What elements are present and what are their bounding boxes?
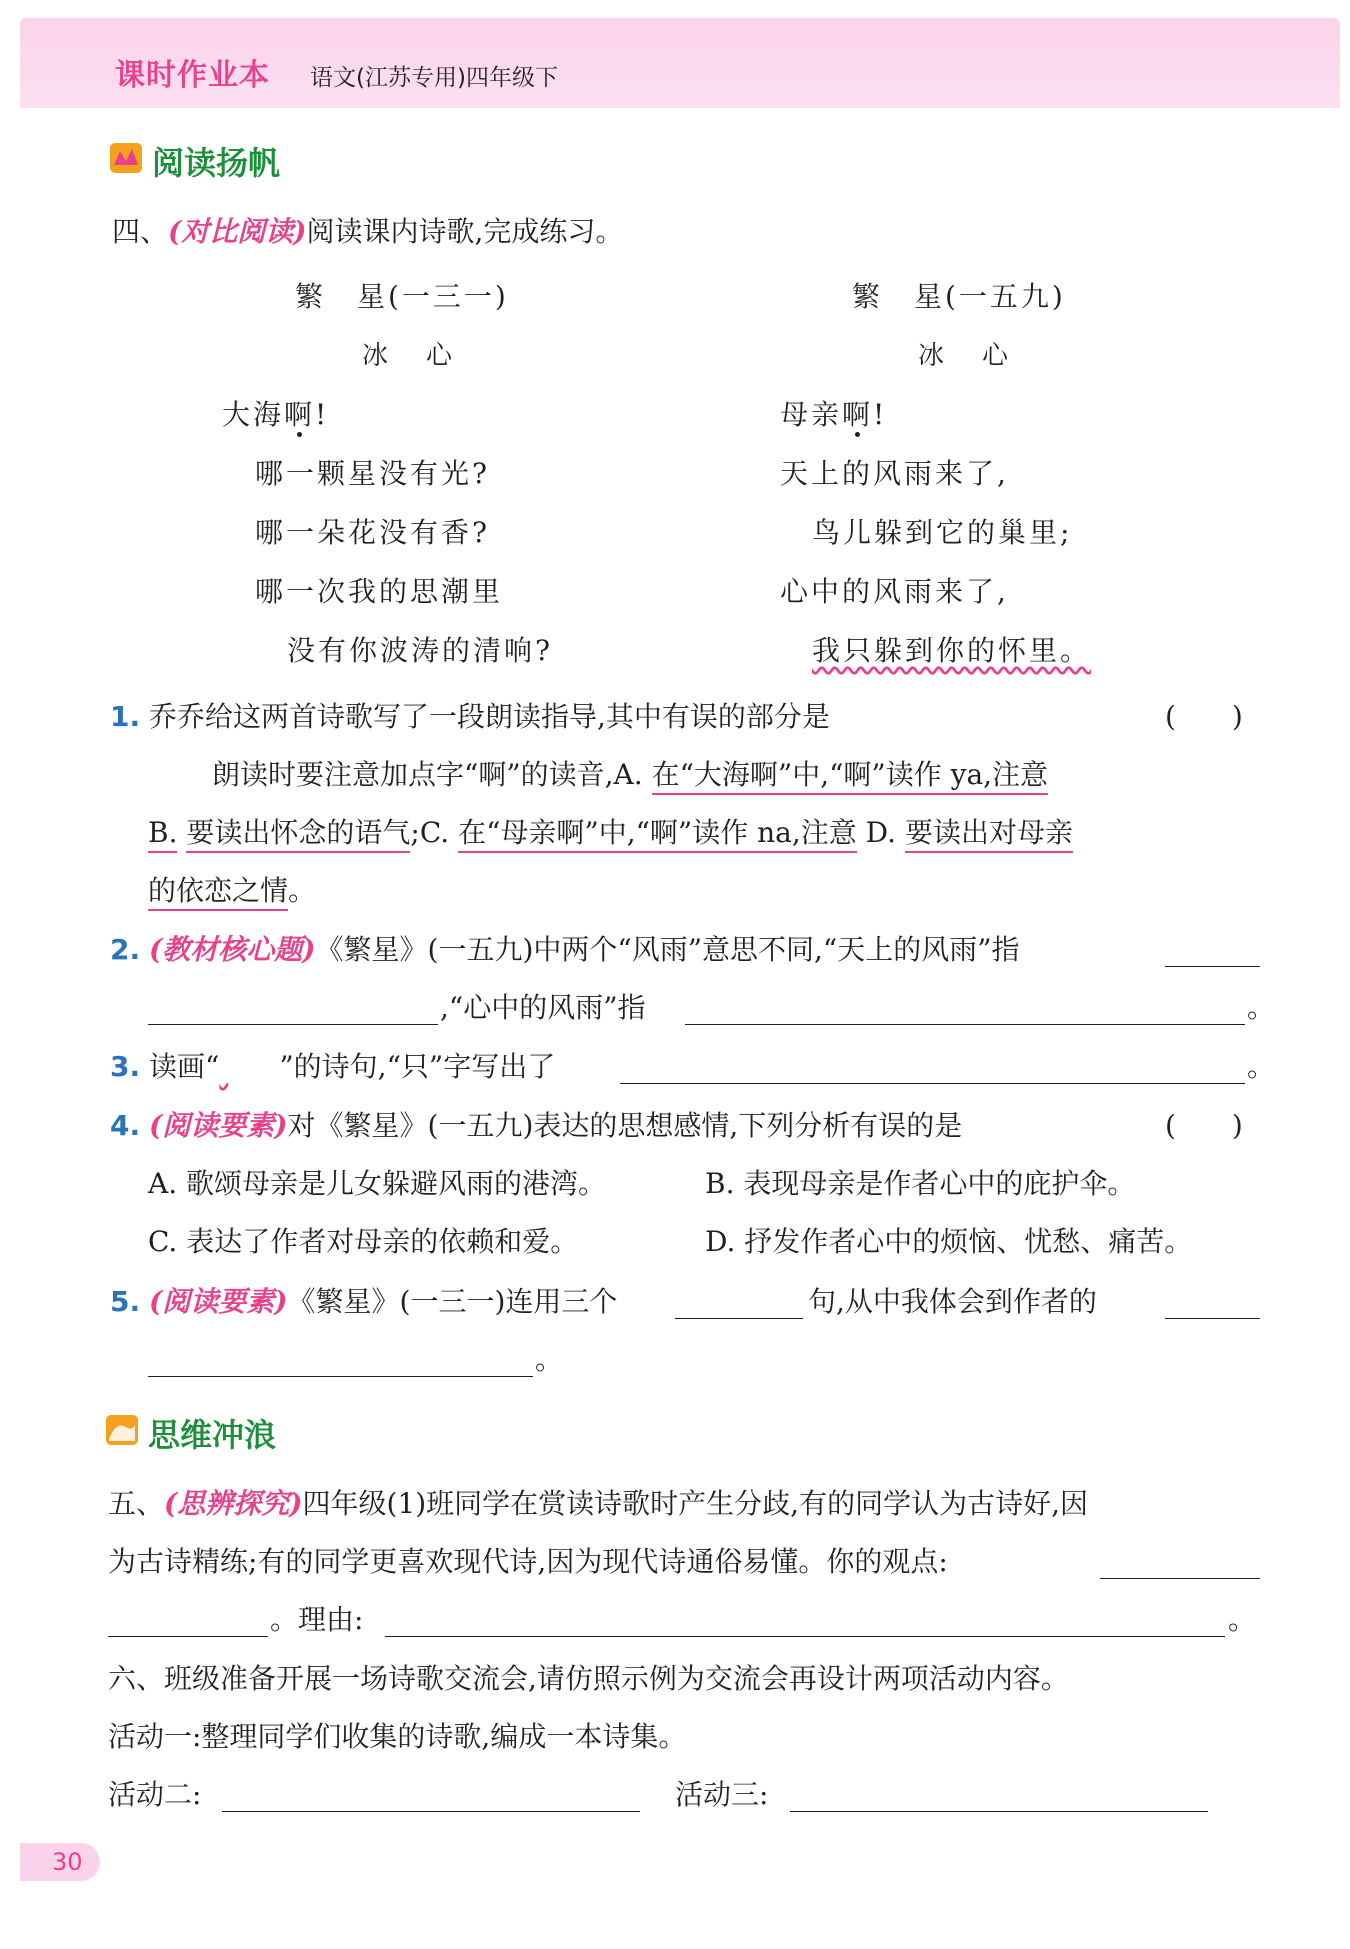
q1-answer-paren[interactable]: ( ) bbox=[1165, 700, 1243, 733]
q2-line1 bbox=[110, 928, 1020, 968]
q2-mid-text: ,“心中的风雨”指 bbox=[440, 991, 646, 1024]
q3-number: 3. bbox=[110, 1050, 141, 1083]
q5-blank-2a[interactable] bbox=[1165, 1288, 1260, 1319]
q2-blank-1a[interactable] bbox=[1165, 936, 1260, 967]
q6main-activity1: 活动一:整理同学们收集的诗歌,编成一本诗集。 bbox=[108, 1720, 687, 1753]
q1-p2c: ;C. bbox=[410, 816, 450, 849]
q3-blank[interactable] bbox=[620, 1053, 1245, 1084]
q1-option-d-underlined: 要读出对母亲 bbox=[905, 816, 1073, 853]
q4-prefix: 四、 bbox=[112, 215, 169, 248]
q5main-end: 。 bbox=[1228, 1603, 1257, 1636]
poem1-line2: 哪一颗星没有光? bbox=[255, 457, 491, 490]
q1-p1a: 朗读时要注意加点字“啊”的读音,A. bbox=[212, 758, 643, 791]
poem1-line1-c: ! bbox=[315, 398, 330, 431]
poem1-dotted-char: 啊 bbox=[284, 398, 316, 431]
wave-icon bbox=[106, 1415, 138, 1445]
q4-tag: (对比阅读) bbox=[168, 215, 307, 248]
q5main-text1: 四年级(1)班同学在赏读诗歌时产生分歧,有的同学认为古诗好,因 bbox=[302, 1487, 1088, 1520]
q2-number: 2. bbox=[110, 933, 141, 966]
q4-option-a[interactable]: A. 歌颂母亲是儿女躲避风雨的港湾。 bbox=[148, 1167, 607, 1200]
q5-tag: (阅读要素) bbox=[149, 1285, 288, 1318]
q1-para-line3 bbox=[148, 869, 316, 909]
poem2-dotted-char: 啊 bbox=[842, 398, 874, 431]
q5main-viewpoint-blank-b[interactable] bbox=[108, 1606, 268, 1637]
q1-para-line2 bbox=[148, 811, 1073, 851]
q4-answer-paren[interactable]: ( ) bbox=[1165, 1109, 1243, 1142]
q5-number: 5. bbox=[110, 1285, 141, 1318]
q5-text1: 《繁星》(一三一)连用三个 bbox=[287, 1285, 618, 1318]
q3-text2: ”的诗句,“只”字写出了 bbox=[279, 1050, 556, 1083]
poem1-line1-a: 大海 bbox=[222, 398, 285, 431]
q5-line1 bbox=[110, 1280, 617, 1320]
q6main-activity3-blank[interactable] bbox=[790, 1781, 1208, 1812]
q1-text: 乔乔给这两首诗歌写了一段朗读指导,其中有误的部分是 bbox=[149, 700, 830, 733]
q2-blank-1b[interactable] bbox=[148, 994, 438, 1025]
q1-p2a: B. bbox=[148, 816, 177, 853]
q4-option-d[interactable]: D. 抒发作者心中的烦恼、忧愁、痛苦。 bbox=[705, 1225, 1193, 1258]
q6main-activity2-label: 活动二: bbox=[108, 1778, 202, 1811]
q5-end: 。 bbox=[535, 1343, 564, 1376]
section-title-thinking: 思维冲浪 bbox=[148, 1416, 277, 1454]
poem2-title: 繁 星(一五九) bbox=[852, 280, 1066, 313]
poem2-line4: 心中的风雨来了, bbox=[780, 575, 1009, 608]
q4-option-c[interactable]: C. 表达了作者对母亲的依赖和爱。 bbox=[148, 1225, 579, 1258]
q1-option-b-underlined: 要读出怀念的语气 bbox=[186, 816, 410, 853]
q4-tag-inner: (阅读要素) bbox=[149, 1109, 288, 1142]
poem2-line3: 鸟儿躲到它的巢里; bbox=[812, 516, 1073, 549]
poem1-line4: 哪一次我的思潮里 bbox=[255, 575, 504, 608]
question-four-heading bbox=[112, 210, 623, 250]
q5main-prefix: 五、 bbox=[108, 1487, 165, 1520]
q1-para-line1 bbox=[212, 753, 1048, 793]
q6main-activity2-blank[interactable] bbox=[222, 1781, 640, 1812]
q5-blank-1[interactable] bbox=[675, 1288, 803, 1319]
q4-option-b[interactable]: B. 表现母亲是作者心中的庇护伞。 bbox=[705, 1167, 1136, 1200]
q5-blank-2b[interactable] bbox=[148, 1346, 533, 1377]
poem1-title: 繁 星(一三一) bbox=[295, 280, 509, 313]
q4-text-inner: 对《繁星》(一五九)表达的思想感情,下列分析有误的是 bbox=[287, 1109, 963, 1142]
poem2-line2: 天上的风雨来了, bbox=[780, 457, 1009, 490]
q2-tag: (教材核心题) bbox=[149, 933, 316, 966]
poem1-author: 冰 心 bbox=[362, 341, 459, 371]
q4-number: 4. bbox=[110, 1109, 141, 1142]
q4-text: 阅读课内诗歌,完成练习。 bbox=[306, 215, 624, 248]
q3-wavy-marker bbox=[219, 1050, 279, 1083]
poem2-line5-wavy: 我只躲到你的怀里。 bbox=[812, 634, 1092, 667]
q5main-viewpoint-blank-a[interactable] bbox=[1100, 1548, 1260, 1579]
section-title-reading: 阅读扬帆 bbox=[152, 144, 281, 182]
q4-line bbox=[110, 1104, 962, 1144]
q1-p2e: D. bbox=[865, 816, 897, 849]
q6main-text: 六、班级准备开展一场诗歌交流会,请仿照示例为交流会再设计两项活动内容。 bbox=[108, 1662, 1069, 1695]
q3-line bbox=[110, 1045, 555, 1085]
q1-line bbox=[110, 695, 830, 735]
q2-text: 《繁星》(一五九)中两个“风雨”意思不同,“天上的风雨”指 bbox=[315, 933, 1020, 966]
q1-option-c-underlined: 在“母亲啊”中,“啊”读作 na,注意 bbox=[458, 816, 857, 853]
q1-option-a-underlined: 在“大海啊”中,“啊”读作 ya,注意 bbox=[652, 758, 1048, 795]
q2-end: 。 bbox=[1247, 991, 1276, 1024]
q1-p3-end: 。 bbox=[288, 874, 317, 907]
book-subtitle: 语文(江苏专用)四年级下 bbox=[310, 65, 558, 91]
poem2-line1 bbox=[780, 393, 887, 433]
q5main-reason-label: 。理由: bbox=[270, 1603, 364, 1636]
q2-blank-2[interactable] bbox=[685, 994, 1245, 1025]
q3-text1: 读画“ bbox=[149, 1050, 220, 1083]
q1-option-d-cont: 的依恋之情 bbox=[148, 874, 288, 911]
q3-end: 。 bbox=[1247, 1050, 1276, 1083]
q5main-line1 bbox=[108, 1482, 1088, 1522]
q6main-activity3-label: 活动三: bbox=[675, 1778, 769, 1811]
brand-title: 课时作业本 bbox=[115, 58, 270, 93]
poem1-line5: 没有你波涛的清响? bbox=[287, 634, 554, 667]
q5main-line2: 为古诗精练;有的同学更喜欢现代诗,因为现代诗通俗易懂。你的观点: bbox=[108, 1545, 948, 1578]
poem1-line1 bbox=[222, 393, 329, 433]
q5-text2: 句,从中我体会到作者的 bbox=[808, 1285, 1097, 1318]
poem2-author: 冰 心 bbox=[918, 341, 1015, 371]
poem2-line1-c: ! bbox=[873, 398, 888, 431]
q5main-tag: (思辨探究) bbox=[164, 1487, 303, 1520]
q5main-reason-blank[interactable] bbox=[385, 1606, 1225, 1637]
poem2-line1-a: 母亲 bbox=[780, 398, 843, 431]
book-icon bbox=[110, 143, 142, 173]
q1-number: 1. bbox=[110, 700, 141, 733]
page-number: 30 bbox=[52, 1848, 83, 1876]
poem1-line3: 哪一朵花没有香? bbox=[255, 516, 491, 549]
